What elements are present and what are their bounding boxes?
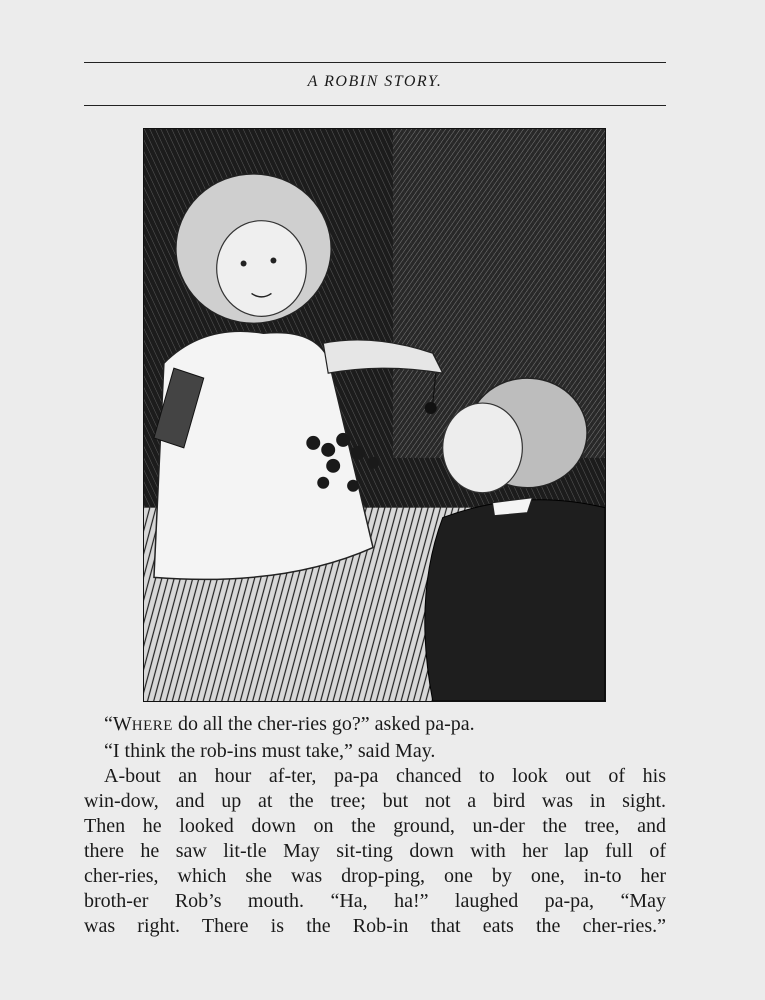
story-line-4: win-dow, and up at the tree; but not a bird was in sight. [84,790,666,812]
story-line-6: there he saw lit-tle May sit-ting down with her lap full of [84,840,666,862]
story-line-5: Then he looked down on the ground, un-der the tree, and [84,815,666,837]
header-rule-top [84,62,666,63]
story-line-8: broth-er Rob’s mouth. “Ha, ha!” laughed pa-pa, “May [84,890,666,912]
story-line-7: cher-ries, which she was drop-ping, one by one, in-to her [84,865,666,887]
running-title: A ROBIN STORY. [307,73,443,90]
story-text [84,712,666,939]
story-line-2: “I think the rob-ins must take,” said May. [104,740,436,762]
story-line-9: was right. There is the Rob-in that eats the cher-ries.” [84,915,666,937]
engraving-illustration [143,128,606,702]
opening-quote-capital: “W [104,713,132,735]
story-line-3: A-bout an hour af-ter, pa-pa chanced to look out of his [104,765,666,787]
line1-rest: do all the cher-ries go?” asked pa-pa. [172,713,475,735]
opening-smallcaps: HERE [131,718,173,734]
story-line-1 [84,712,666,739]
header-rule-bottom [84,105,666,106]
illustration-icon [144,129,605,701]
